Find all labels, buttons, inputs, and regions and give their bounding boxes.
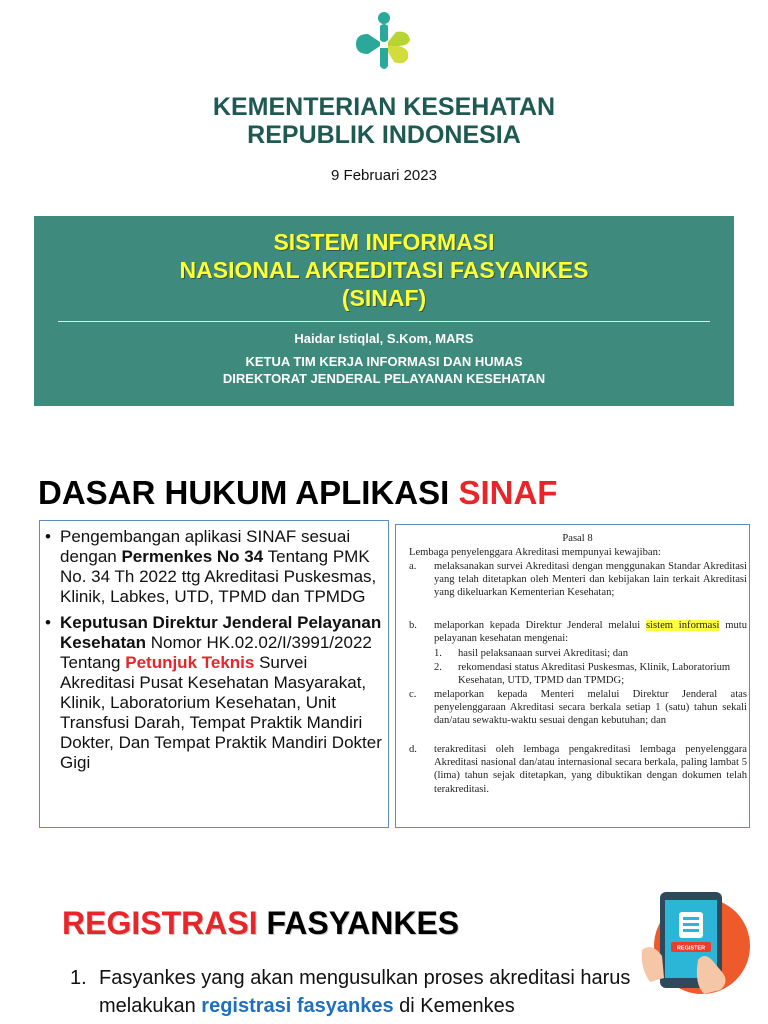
banner-title-line2: NASIONAL AKREDITASI FASYANKES: [179, 257, 589, 283]
banner-divider: [58, 321, 710, 322]
regulation-excerpt-box: [395, 524, 750, 828]
kemenkes-logo-icon: [352, 12, 416, 76]
pasal-item-a: [409, 560, 747, 600]
banner-title-line1: SISTEM INFORMASI: [273, 229, 495, 255]
pasal-item-text: terakreditasi oleh lembaga pengakreditasi lembaga penyelenggara Akreditasi nasional dan/atau internasional secara berkala, paling lambat 5 (lima) tahun sejak ditetapkan, yang dibuktikan dengan dokumen telah terakreditasi.: [434, 744, 747, 795]
presenter-role-line2: DIREKTORAT JENDERAL PELAYANAN KESEHATAN: [222, 371, 546, 386]
banner-title-line3: (SINAF): [341, 285, 427, 311]
pasal-subitem-text: rekomendasi status Akreditasi Puskesmas, Klinik, Laboratorium Kesehatan, UTD, TPMD dan TPMDG;: [458, 662, 731, 687]
pasal-item-key: a.: [409, 561, 417, 572]
pasal-subitem-1: [434, 647, 744, 660]
bullet2-text-bold: Keputusan Direktur Jenderal Pelayanan Kesehatan: [60, 613, 382, 652]
bullet1-text-pre: Pengembangan aplikasi SINAF sesuai dengan: [60, 527, 351, 566]
pasal-subitem-2: [434, 661, 744, 687]
pasal-subitem-key: 2.: [434, 662, 442, 673]
pasal-intro: Lembaga penyelenggara Akreditasi mempunyai kewajiban:: [409, 547, 661, 558]
bullet1-text-bold: Permenkes No 34: [121, 547, 264, 566]
ministry-name-line1: KEMENTERIAN KESEHATAN: [212, 93, 556, 121]
registration-item-link: registrasi fasyankes: [201, 995, 394, 1017]
presenter-role-line1: KETUA TIM KERJA INFORMASI DAN HUMAS: [245, 354, 523, 369]
pasal-item-text: melaksanakan survei Akreditasi dengan menggunakan Standar Akreditasi yang telah ditetapkan oleh Menteri dan kebijakan lain terkait Akreditasi yang dikeluarkan Kementerian Kesehatan;: [434, 561, 747, 599]
list-item: [45, 527, 383, 607]
pasal-item-d: [409, 743, 747, 796]
pasal-item-key: b.: [409, 620, 417, 631]
tablet-register-label: REGISTER: [676, 945, 706, 952]
ministry-name-line2: REPUBLIK INDONESIA: [247, 121, 521, 149]
list-item: [45, 613, 383, 773]
presenter-name: Haidar Istiqlal, S.Kom, MARS: [294, 331, 474, 346]
pasal-item-text: melaporkan kepada Menteri melalui Direktur Jenderal atas penyelenggaraan Akreditasi secara berkala setiap 1 (satu) tahun sekali dan/atau sewaktu-waktu sesuai dengan kebutuhan; dan: [434, 689, 747, 727]
pasal-title: Pasal 8: [562, 533, 593, 544]
list-item-number: 1.: [70, 967, 87, 989]
pasal-subitem-key: 1.: [434, 648, 442, 659]
bullet2-text-post: Survei Akreditasi Pusat Kesehatan Masyarakat, Klinik, Laboratorium Kesehatan, Unit Transfusi Darah, Tempat Praktik Mandiri Dokter, Dan Tempat Praktik Mandiri Dokter Gigi: [60, 653, 382, 772]
highlighted-term: sistem informasi: [645, 620, 720, 631]
pasal-subitem-text: hasil pelaksanaan survei Akreditasi; dan: [458, 648, 629, 659]
registration-item-post: di Kemenkes: [393, 995, 515, 1017]
pasal-item-c: [409, 688, 747, 728]
legal-basis-list: [45, 527, 383, 779]
pasal-item-key: d.: [409, 744, 417, 755]
bullet-icon: •: [45, 613, 51, 632]
registration-heading-main: FASYANKES: [257, 905, 460, 941]
legal-basis-heading: [38, 474, 557, 512]
bullet-icon: •: [45, 527, 51, 546]
registration-heading-accent: REGISTRASI: [62, 905, 258, 941]
title-banner: [34, 216, 734, 406]
registration-list: [70, 964, 710, 1020]
bullet1-text-post: Tentang PMK No. 34 Th 2022 ttg Akreditasi Puskesmas, Klinik, Labkes, UTD, TPMD dan TPMDG: [60, 547, 377, 606]
registration-heading: [62, 904, 459, 942]
pasal-item-key: c.: [409, 689, 417, 700]
legal-basis-list-box: [39, 520, 389, 828]
bullet2-text-mid: Nomor HK.02.02/I/3991/2022 Tentang: [60, 633, 372, 672]
list-item: [99, 964, 710, 1020]
bullet2-text-red: Petunjuk Teknis: [125, 653, 255, 672]
legal-basis-heading-main: DASAR HUKUM APLIKASI: [38, 474, 459, 511]
presentation-date: 9 Februari 2023: [331, 167, 437, 184]
pasal-b-post: mutu pelayanan kesehatan mengenai:: [434, 620, 747, 645]
pasal-item-b: [409, 619, 747, 645]
pasal-b-pre: melaporkan kepada Direktur Jenderal melalui: [434, 620, 646, 631]
registration-item-pre: Fasyankes yang akan mengusulkan proses akreditasi harus melakukan: [99, 967, 631, 1017]
pasal-item-text: [434, 619, 747, 645]
legal-basis-heading-accent: SINAF: [458, 474, 558, 511]
